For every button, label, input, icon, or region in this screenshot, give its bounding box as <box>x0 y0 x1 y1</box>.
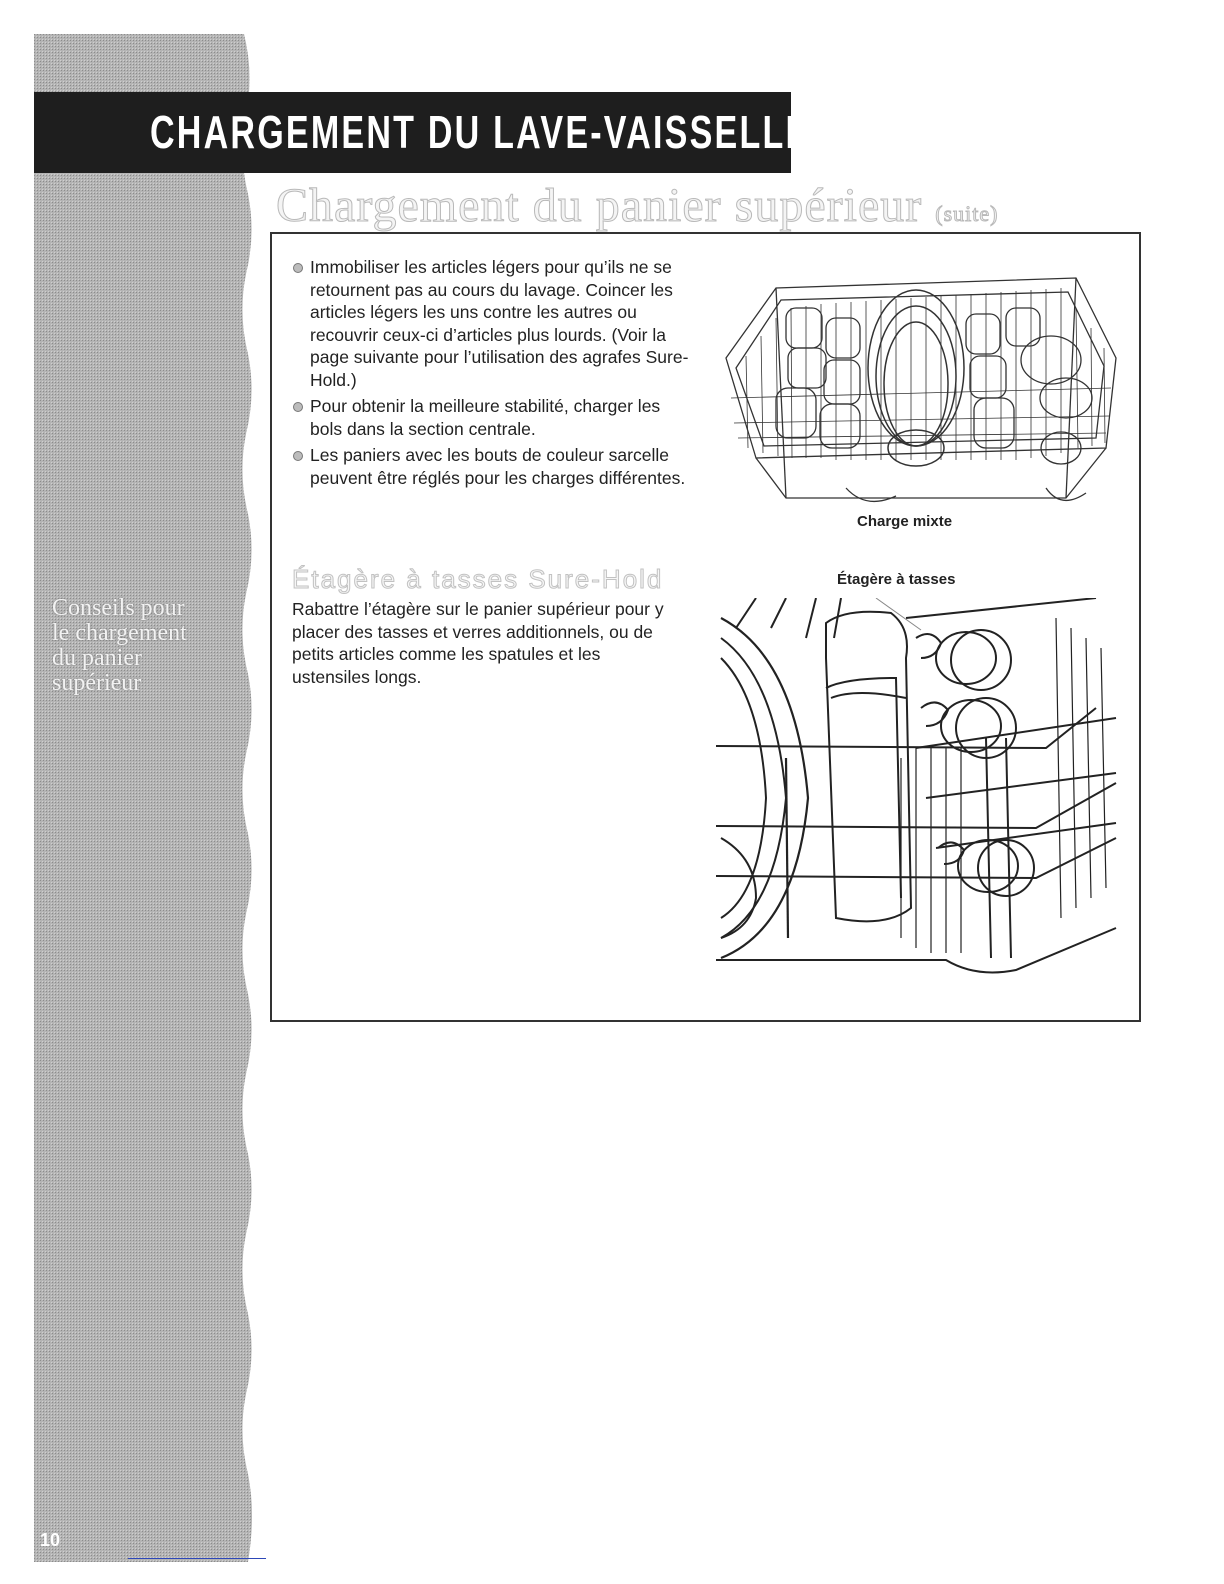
cup-shelf-heading: Étagère à tasses Sure-Hold <box>292 564 664 594</box>
bullet-icon <box>293 402 303 412</box>
bullet-text: Pour obtenir la meilleure stabilité, charger les bols dans la section centrale. <box>310 396 661 439</box>
bullet-icon <box>293 263 303 273</box>
divider <box>128 1558 266 1559</box>
bullet-text: Les paniers avec les bouts de couleur sarcelle peuvent être réglés pour les charges différentes. <box>310 445 686 488</box>
section-title-suffix: (suite) <box>935 201 999 226</box>
cup-shelf-icon <box>716 598 1118 1002</box>
list-item <box>292 444 692 489</box>
sidebar-heading-line: le chargement <box>52 620 187 646</box>
sidebar <box>34 34 258 1562</box>
dishwasher-rack-mixed-load-icon <box>716 248 1128 512</box>
page-number: 10 <box>40 1530 61 1550</box>
sidebar-heading <box>52 596 252 696</box>
cup-shelf-text: Rabattre l’étagère sur le panier supérieur pour y placer des tasses et verres additionnels, ou de petits articles comme les spatules et les ustensiles longs. <box>292 599 664 687</box>
bullet-icon <box>293 451 303 461</box>
bullet-text: Immobiliser les articles légers pour qu’ils ne se retournent pas au cours du lavage. Coincer les articles légers les uns contre les autres ou recouvrir ceux-ci d’articles plus lourds. (Voir la page suivante pour l’utilisation des agrafes Sure-Hold.) <box>310 257 689 390</box>
bullet-list <box>292 256 692 493</box>
section-title-text: Chargement du panier supérieur <box>276 179 923 232</box>
sidebar-heading-line: supérieur <box>52 670 142 696</box>
cup-shelf-caption: Étagère à tasses <box>837 571 956 588</box>
sidebar-heading-line: Conseils pour <box>52 595 185 621</box>
list-item <box>292 256 692 391</box>
page-title: CHARGEMENT DU LAVE-VAISSELLE <box>150 106 811 158</box>
sidebar-heading-line: du panier <box>52 645 142 671</box>
mixed-load-caption: Charge mixte <box>857 513 953 530</box>
list-item <box>292 395 692 440</box>
